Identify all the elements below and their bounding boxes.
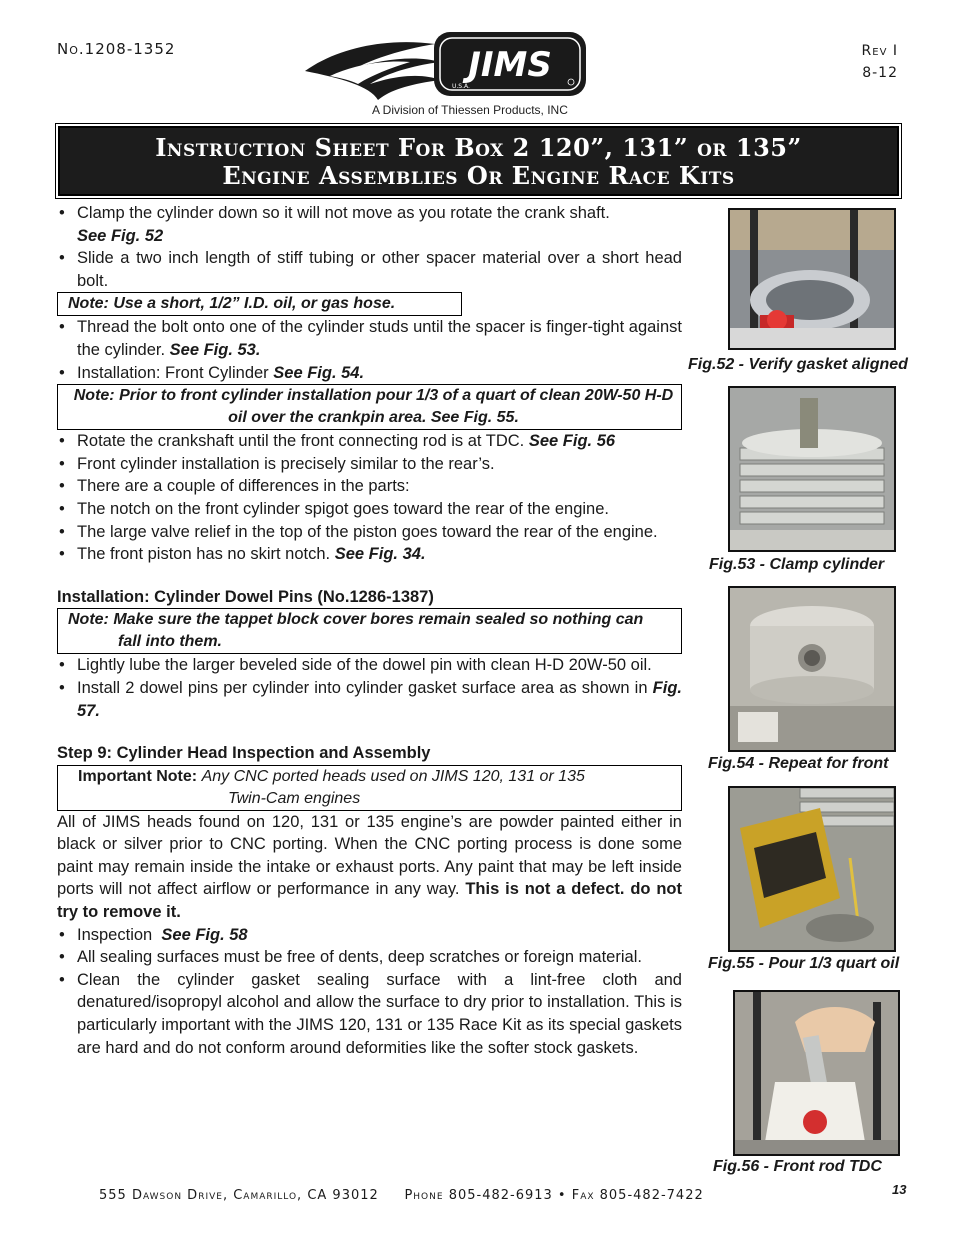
revision-date: 8-12 <box>862 65 898 81</box>
list-item: • Thread the bolt onto one of the cylinder studs until the spacer is finger-tight against the cylinder. See Fig. 53. <box>57 316 682 361</box>
main-content <box>57 202 682 1059</box>
footer-address: 555 Dawson Drive, Camarillo, CA 93012 Phone 805-482-6913 • Fax 805-482-7422 <box>99 1188 704 1203</box>
figure-53-caption: Fig.53 - Clamp cylinder <box>709 556 885 573</box>
document-number: No.1208-1352 <box>57 40 176 58</box>
list-item: • Lightly lube the larger beveled side of the dowel pin with clean H-D 20W-50 oil. <box>57 654 682 677</box>
note-box: Note: Prior to front cylinder installation pour 1/3 of a quart of clean 20W-50 H-D oil over the crankpin area. See Fig. 55. <box>57 384 682 430</box>
list-item: • All sealing surfaces must be free of dents, deep scratches or foreign material. <box>57 946 682 969</box>
list-item: • Inspection See Fig. 58 <box>57 924 682 947</box>
division-text: A Division of Thiessen Products, INC <box>372 103 568 117</box>
note-box: Note: Use a short, 1/2” I.D. oil, or gas hose. <box>57 292 462 316</box>
section-heading: Step 9: Cylinder Head Inspection and Assembly <box>57 744 431 763</box>
figure-53-photo <box>728 386 896 552</box>
figure-54-photo <box>728 586 896 752</box>
list-item: • The large valve relief in the top of the piston goes toward the rear of the engine. <box>57 521 682 544</box>
logo-text: JIMS <box>468 45 552 85</box>
list-item: • The front piston has no skirt notch. See Fig. 34. <box>57 543 682 566</box>
jims-logo <box>300 26 592 108</box>
revision-block <box>862 40 898 84</box>
list-item: • There are a couple of differences in the parts: <box>57 475 682 498</box>
figure-55-photo <box>728 786 896 952</box>
list-item: • Installation: Front Cylinder See Fig. 54. <box>57 362 682 385</box>
title-banner <box>58 126 899 196</box>
paragraph: All of JIMS heads found on 120, 131 or 135 engine’s are powder painted either in black or silver prior to CNC porting. When the CNC porting process is done some paint may remain inside the intake or exhaust ports. Any paint that may be left inside ports will not affect airflow or performance in any way. This is not a defect. do not try to remove it. <box>57 812 682 922</box>
figure-56-caption: Fig.56 - Front rod TDC <box>713 1158 882 1175</box>
figure-52-caption: Fig.52 - Verify gasket aligned <box>688 356 908 373</box>
list-item: • Clamp the cylinder down so it will not move as you rotate the crank shaft. See Fig. 52 <box>57 202 682 247</box>
list-item: • Clean the cylinder gasket sealing surface with a lint-free cloth and denatured/isopropyl alcohol and allow the surface to dry prior to installation. This is particularly important with the JIMS 120, 131 or 135 Race Kit as its special gaskets are hard and do not conform around deformities like the softer stock gaskets. <box>57 969 682 1059</box>
figure-55-caption: Fig.55 - Pour 1/3 quart oil <box>708 955 900 972</box>
important-note-box: Important Note: Any CNC ported heads used on JIMS 120, 131 or 135 Twin-Cam engines <box>57 765 682 811</box>
section-heading: Installation: Cylinder Dowel Pins (No.1286-1387) <box>57 587 434 606</box>
page-number: 13 <box>892 1182 907 1197</box>
list-item: • Slide a two inch length of stiff tubing or other spacer material over a short head bolt. <box>57 247 682 292</box>
note-box: Note: Make sure the tappet block cover bores remain sealed so nothing can fall into them. <box>57 608 682 654</box>
list-item: • Rotate the crankshaft until the front connecting rod is at TDC. See Fig. 56 <box>57 430 682 453</box>
figure-56-photo <box>733 990 900 1156</box>
revision-label: Rev I <box>861 43 898 59</box>
title-line-2: Engine Assemblies Or Engine Race Kits <box>222 161 735 190</box>
list-item: • Front cylinder installation is precisely similar to the rear’s. <box>57 453 682 476</box>
list-item: • Install 2 dowel pins per cylinder into cylinder gasket surface area as shown in Fig. 57. <box>57 677 682 722</box>
figure-54-caption: Fig.54 - Repeat for front <box>708 755 889 772</box>
logo-sub: U.S.A. <box>452 83 470 90</box>
title-line-1: Instruction Sheet For Box 2 120”, 131” or 135” <box>155 133 802 162</box>
list-item: • The notch on the front cylinder spigot goes toward the rear of the engine. <box>57 498 682 521</box>
figure-52-photo <box>728 208 896 350</box>
